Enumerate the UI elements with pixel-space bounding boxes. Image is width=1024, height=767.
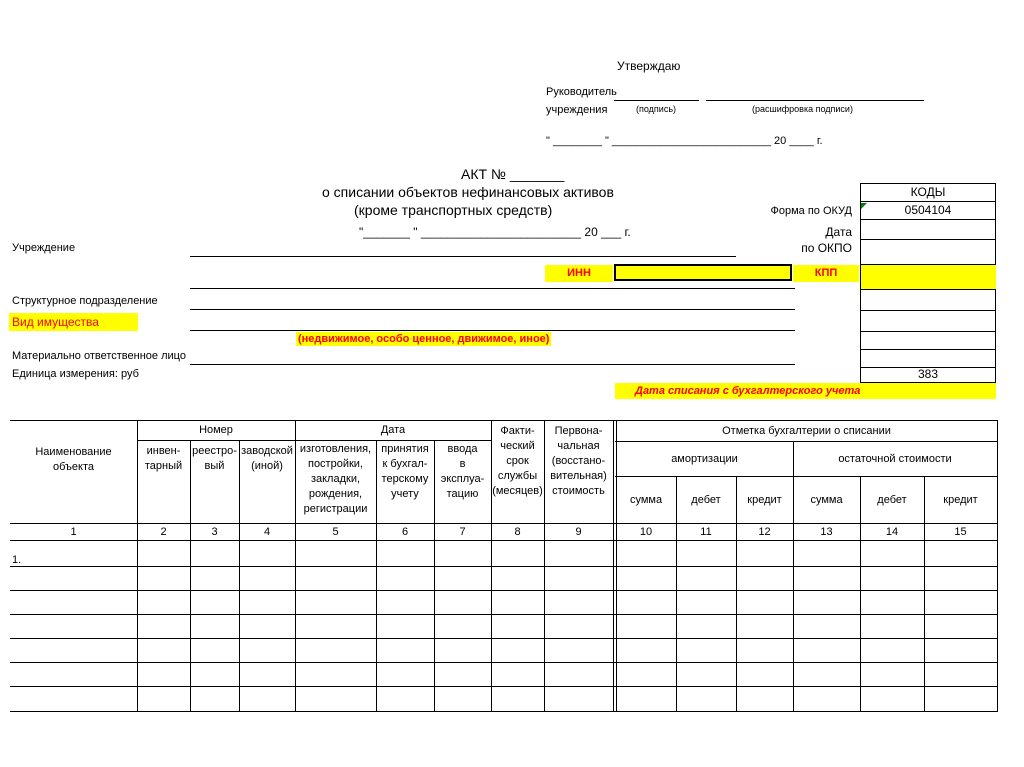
col-number: 15 (954, 525, 967, 538)
col-header-initial: Первона- чальная (восстано- вительная) стоимость (550, 425, 607, 497)
subdivision-line (190, 309, 795, 310)
cell-note-marker (861, 203, 867, 209)
col-header-number: Номер (199, 424, 233, 436)
okpo-label: по ОКПО (801, 241, 852, 255)
col-header-sum: сумма (810, 493, 843, 506)
responsible-line (190, 364, 795, 365)
col-header-residual: остаточной стоимости (838, 452, 952, 465)
col-number: 10 (639, 525, 653, 538)
decoding-caption: (расшифровка подписи) (752, 104, 853, 114)
property-options: (недвижимое, особо ценное, движимое, иное) (298, 333, 550, 345)
responsible-label: Материально ответственное лицо (12, 350, 186, 362)
writeoff-date-label: Дата списания с бухгалтерского учета (615, 383, 996, 399)
col-number: 11 (700, 525, 712, 538)
unit-code: 383 (917, 367, 939, 381)
col-header-mark: Отметка бухгалтерии о списании (722, 425, 891, 437)
col-header-inventory: инвен- тарный (144, 445, 183, 472)
col-header-actual: Факти- ческий срок службы (месяцев) (492, 425, 543, 497)
kpp-value-cell[interactable] (861, 265, 996, 289)
col-header-credit: кредит (747, 493, 782, 506)
col-number: 7 (459, 525, 466, 538)
property-type-line (190, 330, 795, 331)
head-label-1: Руководитель (546, 86, 617, 98)
col-number: 6 (401, 525, 409, 538)
act-title: АКТ № _______ (461, 166, 565, 182)
signature-line (614, 100, 699, 101)
col-header-debit: дебет (691, 493, 721, 506)
date-label: Дата (825, 225, 852, 239)
act-subtitle-2: (кроме транспортных средств) (354, 202, 553, 218)
col-header-name: Наименование объекта (35, 446, 112, 473)
okud-label: Форма по ОКУД (770, 205, 852, 217)
act-date: "_______ " ________________________ 20 ___ г. (359, 225, 631, 239)
table-row-label: 1. (12, 554, 22, 566)
okud-value: 0504104 (904, 203, 952, 217)
head-label-2: учреждения (546, 104, 608, 116)
col-header-credit: кредит (943, 493, 978, 506)
col-header-made: изготовления, постройки, закладки, рождения, регистрации (299, 443, 372, 515)
kpp-label: КПП (793, 265, 859, 282)
col-number: 2 (160, 525, 167, 538)
col-header-debit: дебет (877, 493, 907, 506)
property-type-label: Вид имущества (9, 313, 138, 331)
col-header-amortization: амортизации (671, 452, 738, 465)
col-number: 8 (514, 525, 521, 538)
col-header-registry: реестро- вый (192, 445, 237, 472)
institution-line (190, 256, 736, 257)
subdivision-label: Структурное подразделение (12, 295, 158, 307)
codes-header: КОДЫ (910, 185, 946, 199)
unit-label: Единица измерения: руб (12, 368, 139, 380)
col-header-accept: принятия к бухгал- терскому учету (381, 443, 429, 500)
act-subtitle: о списании объектов нефинансовых активов (322, 184, 614, 200)
col-number: 3 (211, 525, 218, 538)
col-number: 14 (885, 525, 899, 538)
col-number: 4 (263, 525, 271, 538)
col-header-commission: ввода в эксплуа- тацию (440, 443, 485, 500)
approval-date: " ________ " __________________________ 20 ____ г. (546, 135, 823, 147)
col-number: 12 (758, 525, 771, 538)
col-number: 13 (820, 525, 833, 538)
institution-label: Учреждение (12, 242, 76, 254)
decoding-line (706, 100, 924, 101)
col-header-date: Дата (380, 424, 406, 436)
col-number: 5 (332, 525, 339, 538)
col-header-sum: сумма (629, 493, 663, 506)
signature-caption: (подпись) (636, 104, 677, 114)
col-number: 1 (70, 525, 77, 538)
inn-label: ИНН (545, 265, 613, 282)
col-number: 9 (575, 525, 582, 538)
inn-input[interactable] (614, 264, 792, 281)
approval-title: Утверждаю (617, 59, 681, 73)
col-header-factory: заводской (иной) (241, 445, 293, 472)
